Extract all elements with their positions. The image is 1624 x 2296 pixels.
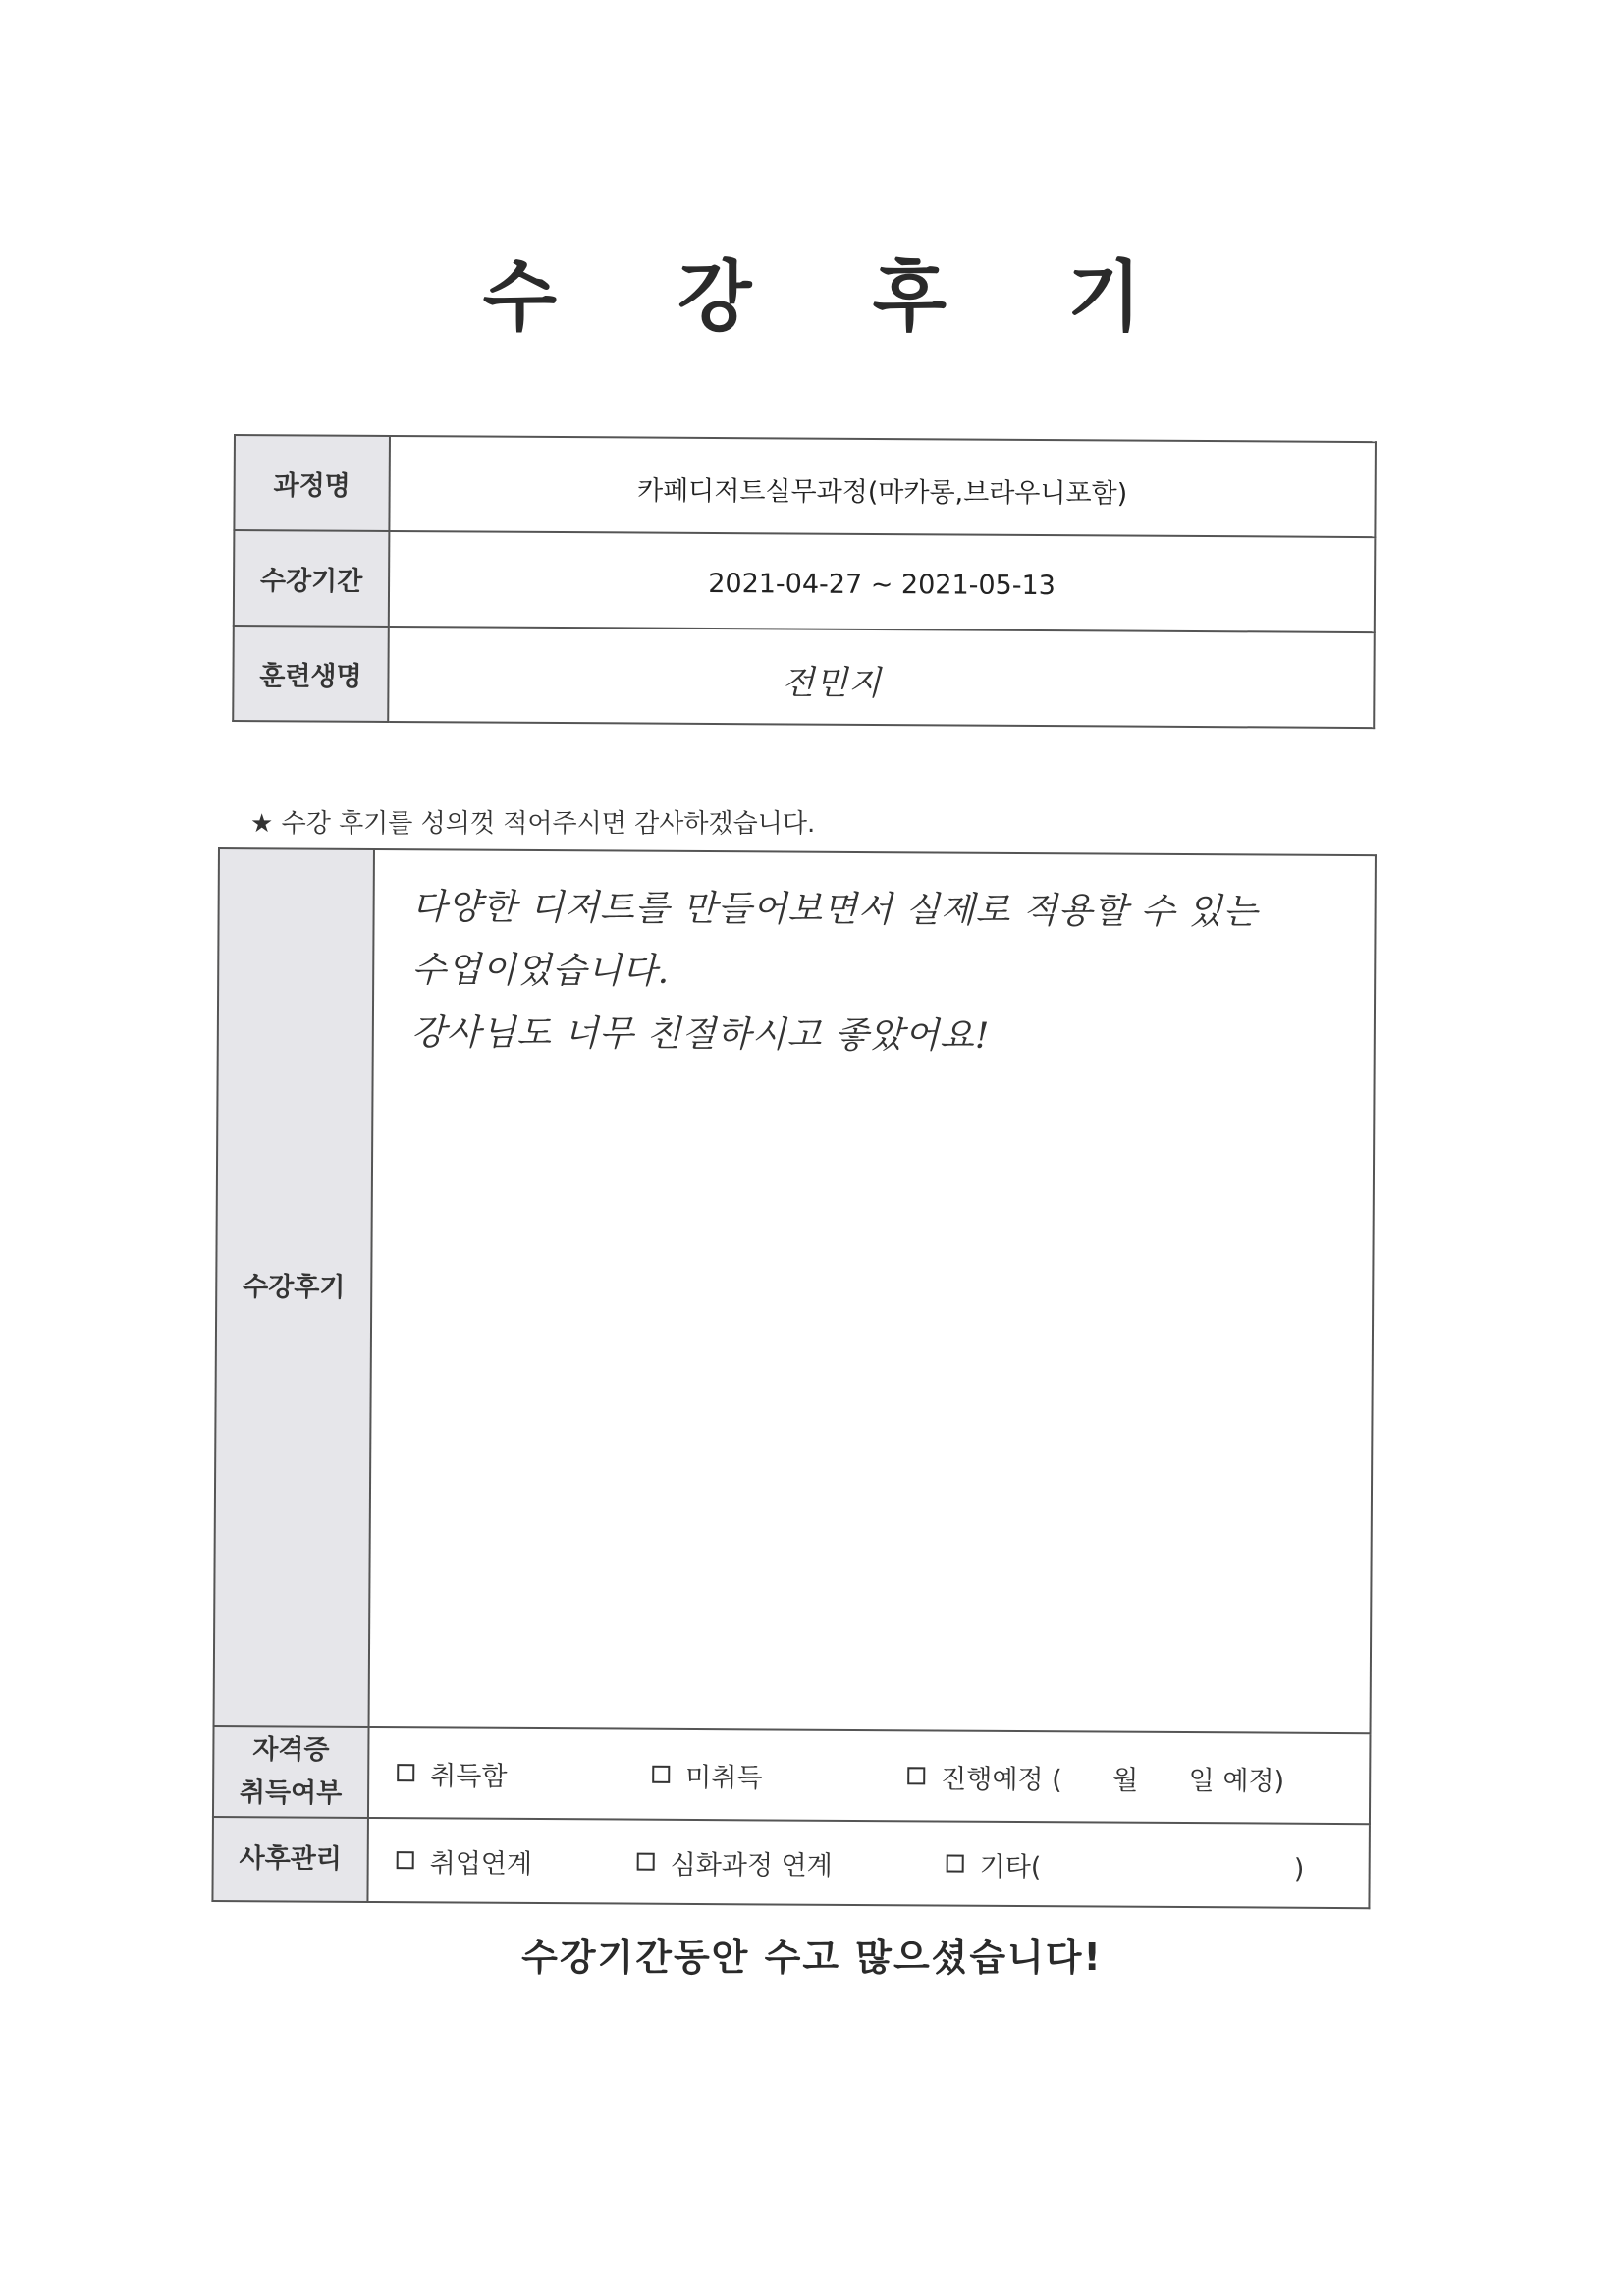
certificate-option-planned[interactable]: [907, 1757, 1284, 1797]
course-row: [234, 435, 1376, 537]
aftercare-option-other[interactable]: [947, 1844, 1305, 1885]
option-label: 심화과정 연계: [670, 1849, 833, 1882]
certificate-option-acquired[interactable]: [397, 1754, 652, 1794]
certificate-label-line1: 자격증: [252, 1734, 330, 1766]
option-label: 기타( ): [979, 1851, 1305, 1885]
period-value: 2021-04-27 ~ 2021-05-13: [389, 531, 1376, 632]
aftercare-option-employment[interactable]: [397, 1841, 637, 1881]
review-label: 수강후기: [214, 848, 374, 1727]
page-title: 수 강 후 기: [482, 253, 1189, 342]
course-label: 과정명: [234, 435, 390, 531]
course-value: 카페디저트실무과정(마카롱,브라우니포함): [389, 436, 1376, 537]
review-line: 다양한 디저트를 만들어보면서 실제로 적용할 수 있는: [411, 887, 1259, 933]
option-label: 진행예정 ( 월 일 예정): [941, 1764, 1285, 1797]
trainee-name-handwritten: 전민지: [782, 662, 883, 703]
checkbox-icon[interactable]: [907, 1767, 925, 1784]
review-line: 강사님도 너무 친절하시고 좋았어요!: [410, 1012, 991, 1057]
review-text-area: [369, 849, 1376, 1733]
aftercare-row: [212, 1817, 1370, 1908]
certificate-label: [213, 1726, 369, 1818]
checkbox-icon[interactable]: [637, 1853, 655, 1871]
trainee-row: [233, 626, 1375, 728]
closing-message: 수강기간동안 수고 많으셨습니다!: [521, 1936, 1103, 1979]
trainee-name-cell: [388, 627, 1375, 728]
review-table: [211, 847, 1377, 1909]
option-label: 취업연계: [429, 1847, 533, 1880]
certificate-row: [213, 1726, 1371, 1824]
certificate-option-not-acquired[interactable]: [652, 1755, 907, 1795]
checkbox-icon[interactable]: [397, 1764, 414, 1781]
period-row: [234, 530, 1376, 632]
review-instruction: ★ 수강 후기를 성의껏 적어주시면 감사하겠습니다.: [250, 809, 816, 839]
checkbox-icon[interactable]: [652, 1766, 670, 1783]
certificate-label-line2: 취득여부: [239, 1777, 343, 1809]
certificate-options: [368, 1727, 1371, 1824]
checkbox-icon[interactable]: [397, 1851, 414, 1869]
period-label: 수강기간: [234, 530, 390, 627]
review-line: 수업이었습니다.: [411, 950, 671, 992]
option-label: 미취득: [685, 1762, 763, 1793]
trainee-label: 훈련생명: [233, 626, 389, 722]
review-row: [214, 848, 1376, 1733]
checkbox-icon[interactable]: [947, 1855, 964, 1873]
course-info-table: [232, 434, 1377, 729]
option-label: 취득함: [430, 1760, 508, 1792]
aftercare-label: 사후관리: [212, 1817, 368, 1902]
aftercare-options: [367, 1818, 1370, 1908]
aftercare-option-advanced[interactable]: [637, 1842, 947, 1883]
